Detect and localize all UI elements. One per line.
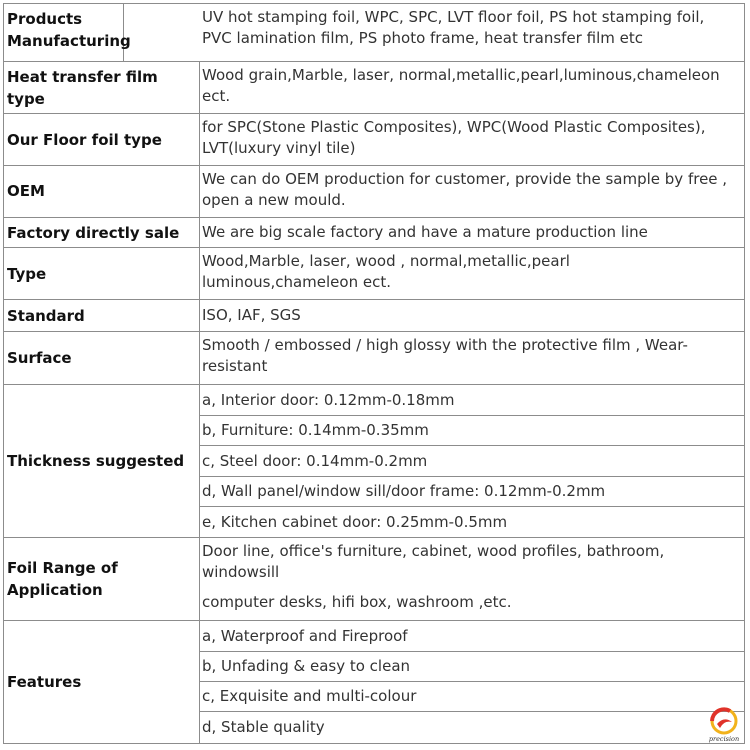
list-item: a, Waterproof and Fireproof <box>200 621 744 652</box>
row-value <box>200 621 744 743</box>
row-label: Type <box>4 248 200 299</box>
list-item: d, Stable quality <box>202 718 325 736</box>
row-value: We are big scale factory and have a mature production line <box>202 223 648 241</box>
table-row <box>4 218 744 248</box>
row-value: for SPC(Stone Plastic Composites), WPC(Wood Plastic Composites), LVT(luxury vinyl tile) <box>202 118 706 157</box>
spec-table <box>3 3 745 744</box>
row-value: UV hot stamping foil, WPC, SPC, LVT floor foil, PS hot stamping foil, PVC lamination film, PS photo frame, heat transfer film etc <box>202 8 705 47</box>
table-row <box>4 166 744 218</box>
precision-logo-icon <box>704 704 744 744</box>
row-label: Features <box>4 621 200 743</box>
table-row-features <box>4 621 744 743</box>
logo-text: precision <box>708 735 740 743</box>
row-value: ISO, IAF, SGS <box>202 306 301 324</box>
list-item: c, Exquisite and multi-colour <box>200 682 744 712</box>
row-value: Smooth / embossed / high glossy with the protective film , Wear-resistant <box>202 336 688 375</box>
row-label: Thickness suggested <box>4 385 200 537</box>
list-item: a, Interior door: 0.12mm-0.18mm <box>200 385 744 416</box>
table-row <box>4 248 744 300</box>
row-label: Heat transfer film type <box>4 62 200 113</box>
table-row-application <box>4 538 744 621</box>
row-value: Wood grain,Marble, laser, normal,metallic,pearl,luminous,chameleon ect. <box>202 66 720 105</box>
table-row <box>4 4 744 62</box>
row-label: Products Manufacturing <box>4 4 124 61</box>
row-label: OEM <box>4 166 200 217</box>
list-item: b, Furniture: 0.14mm-0.35mm <box>200 416 744 446</box>
row-label: Foil Range of Application <box>4 538 200 620</box>
table-row <box>4 114 744 166</box>
list-item: computer desks, hifi box, washroom ,etc. <box>202 593 512 611</box>
list-item: e, Kitchen cabinet door: 0.25mm-0.5mm <box>202 513 508 531</box>
table-row <box>4 62 744 114</box>
table-row <box>4 332 744 385</box>
row-value: We can do OEM production for customer, provide the sample by free , open a new mould. <box>202 170 728 209</box>
list-item: d, Wall panel/window sill/door frame: 0.12mm-0.2mm <box>200 477 744 507</box>
row-label: Our Floor foil type <box>4 114 200 165</box>
list-item: c, Steel door: 0.14mm-0.2mm <box>200 446 744 477</box>
row-value <box>200 385 744 537</box>
row-label: Surface <box>4 332 200 384</box>
row-value <box>200 538 744 620</box>
table-row <box>4 300 744 332</box>
list-item: b, Unfading & easy to clean <box>200 652 744 682</box>
list-item: Door line, office's furniture, cabinet, wood profiles, bathroom, windowsill <box>202 542 665 581</box>
table-row-thickness <box>4 385 744 538</box>
row-value: Wood,Marble, laser, wood , normal,metallic,pearl luminous,chameleon ect. <box>202 252 570 291</box>
row-label: Standard <box>4 300 200 331</box>
row-label: Factory directly sale <box>4 218 200 247</box>
